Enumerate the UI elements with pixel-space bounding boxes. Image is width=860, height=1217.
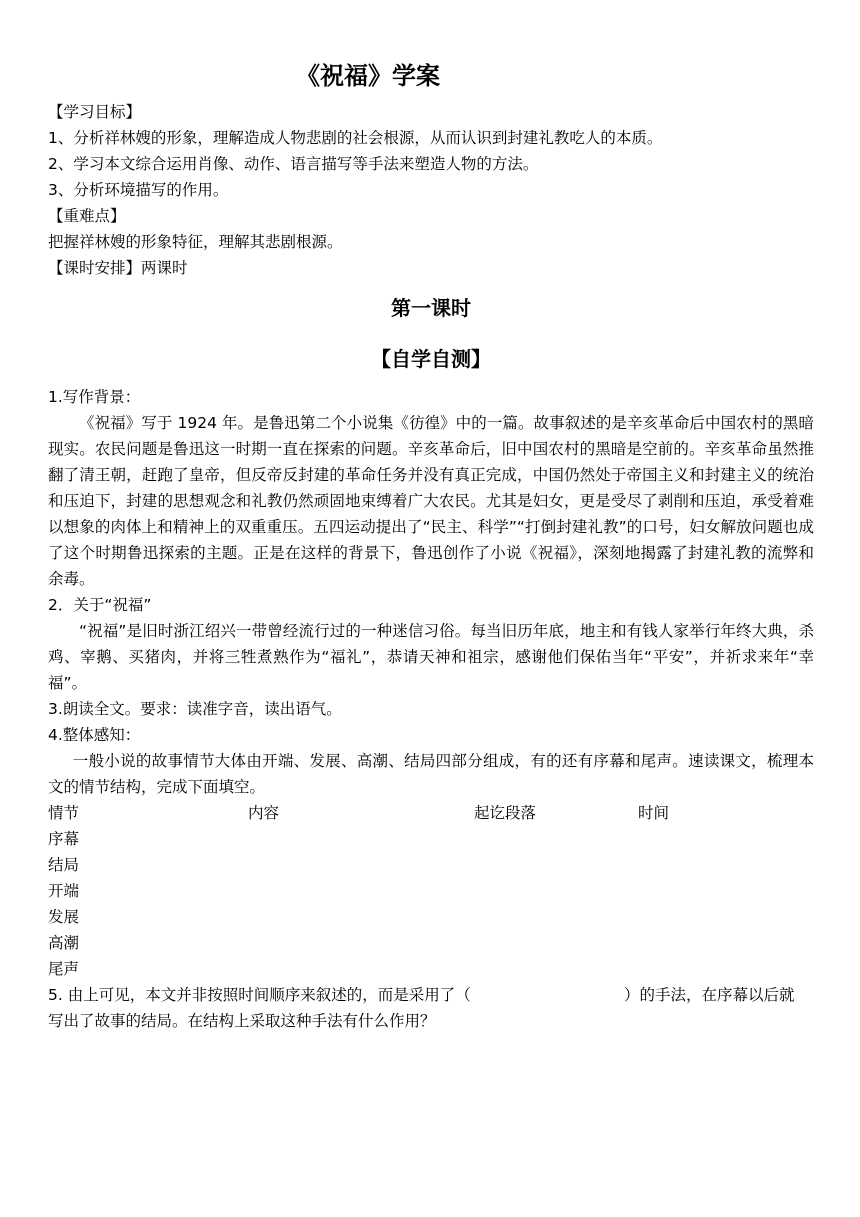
q5-line-1-end: ）的手法，在序幕以后就 — [624, 986, 795, 1004]
key-points-text: 把握祥林嫂的形象特征，理解其悲剧根源。 — [48, 233, 343, 251]
q5-line-1-start: 5. 由上可见，本文并非按照时间顺序来叙述的，而是采用了（ — [48, 986, 471, 1004]
table-header: 起讫段落 — [474, 804, 537, 822]
objective-item: 1、分析祥林嫂的形象，理解造成人物悲剧的社会根源，从而认识到封建礼教吃人的本质。 — [48, 129, 663, 147]
lesson-heading: 第一课时 — [391, 296, 471, 320]
q4-paragraph: 一般小说的故事情节大体由开端、发展、高潮、结局四部分组成，有的还有序幕和尾声。速读课文，梳理本文的情节结构，完成下面填空。 — [48, 752, 814, 796]
schedule-text: 【课时安排】两课时 — [48, 259, 188, 277]
table-header: 内容 — [248, 804, 280, 822]
objective-item: 3、分析环境描写的作用。 — [48, 181, 229, 199]
table-header: 情节 — [48, 804, 80, 822]
table-row: 序幕 — [48, 830, 80, 848]
table-row: 结局 — [48, 856, 80, 874]
key-points-heading: 【重难点】 — [48, 207, 126, 225]
q3-text: 3.朗读全文。要求：读准字音，读出语气。 — [48, 700, 342, 718]
table-row: 尾声 — [48, 960, 80, 978]
objective-item: 2、学习本文综合运用肖像、动作、语言描写等手法来塑造人物的方法。 — [48, 155, 539, 173]
table-row: 发展 — [48, 908, 80, 926]
q2-paragraph: “祝福”是旧时浙江绍兴一带曾经流行过的一种迷信习俗。每当旧历年底，地主和有钱人家举行年终大典，杀鸡、宰鹅、买猪肉，并将三牲煮熟作为“福礼”，恭请天神和祖宗，感谢他们保佑当年“平安”，并祈求来年“幸福”。 — [48, 622, 814, 692]
q1-paragraph: 《祝福》写于 1924 年。是鲁迅第二个小说集《彷徨》中的一篇。故事叙述的是辛亥革命后中国农村的黑暗现实。农民问题是鲁迅这一时期一直在探索的问题。辛亥革命后，旧中国农村的黑暗是空前的。辛亥革命虽然推翻了清王朝，赶跑了皇帝，但反帝反封建的革命任务并没有真正完成，中国仍然处于帝国主义和封建主义的统治和压迫下，封建的思想观念和礼教仍然顽固地束缚着广大农民。尤其是妇女，更是受尽了剥削和压迫，承受着难以想象的肉体上和精神上的双重重压。五四运动提出了“民主、科学”“打倒封建礼教”的口号，妇女解放问题也成了这个时期鲁迅探索的主题。正是在这样的背景下，鲁迅创作了小说《祝福》，深刻地揭露了封建礼教的流弊和余毒。 — [48, 414, 814, 588]
section-heading: 【自学自测】 — [371, 347, 491, 371]
table-row: 高潮 — [48, 934, 80, 952]
q5-line-2: 写出了故事的结局。在结构上采取这种手法有什么作用？ — [48, 1012, 436, 1030]
q1-label: 1.写作背景： — [48, 388, 141, 406]
q4-label: 4.整体感知： — [48, 726, 141, 744]
document-title: 《祝福》学案 — [296, 62, 440, 90]
q2-label: 2．关于“祝福” — [48, 596, 152, 614]
objectives-heading: 【学习目标】 — [48, 103, 142, 121]
table-header: 时间 — [638, 804, 670, 822]
table-row: 开端 — [48, 882, 80, 900]
